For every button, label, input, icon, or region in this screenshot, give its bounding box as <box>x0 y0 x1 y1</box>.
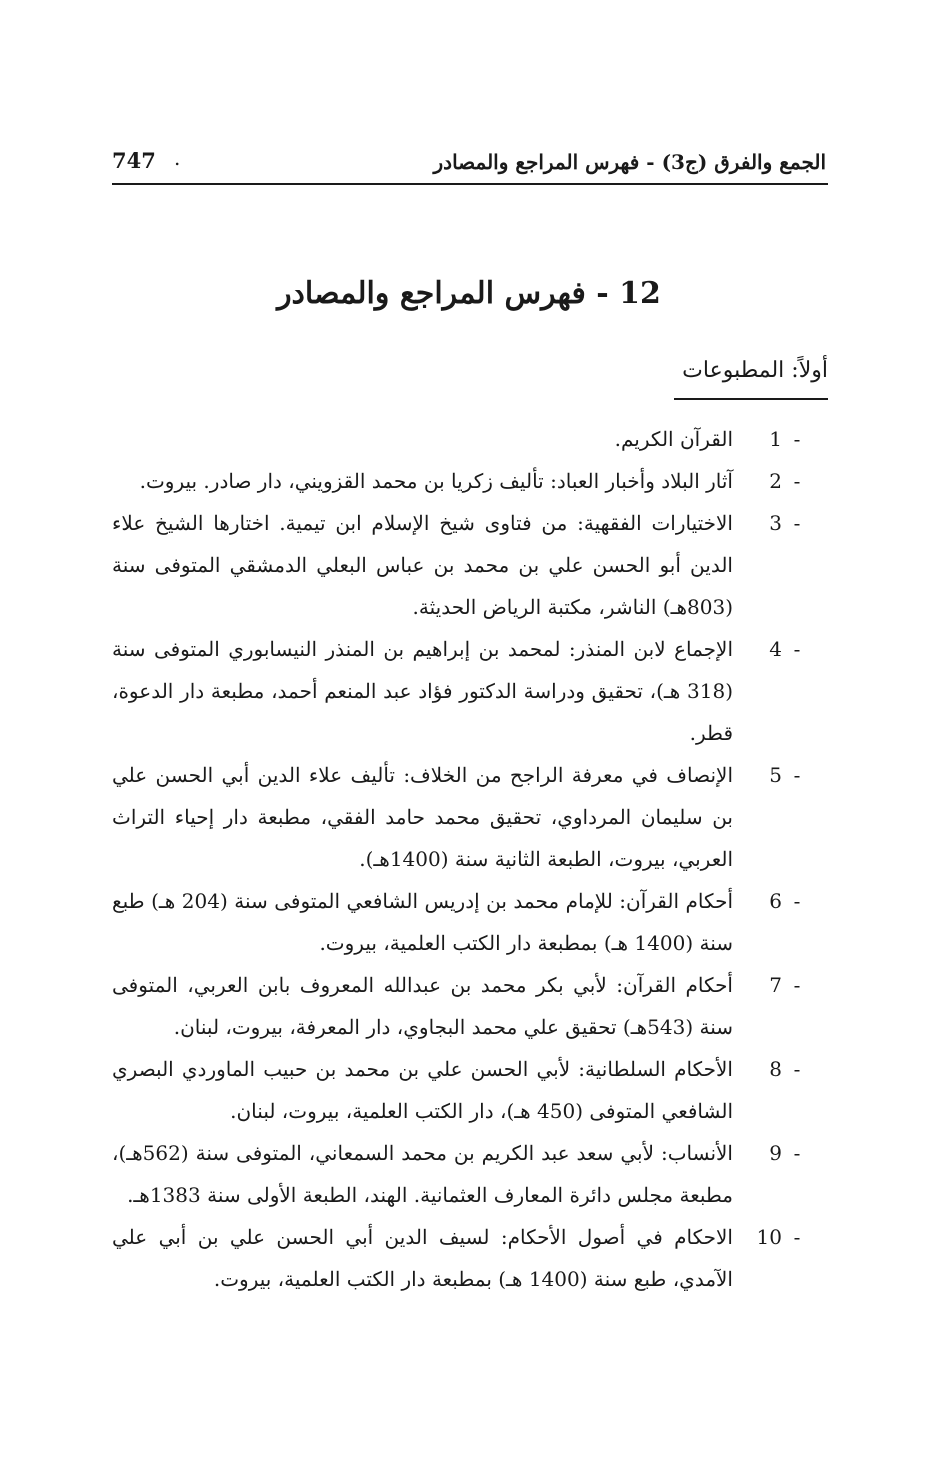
section-underline <box>674 398 828 400</box>
entry-number-value: 10 <box>756 1225 782 1249</box>
bibliography-entry <box>112 1048 828 1132</box>
bibliography-entry <box>112 964 828 1048</box>
entry-dash: - <box>793 973 801 997</box>
entry-dash: - <box>793 427 801 451</box>
entry-number-value: 4 <box>769 637 782 661</box>
entry-dash: - <box>793 889 801 913</box>
entry-number <box>738 1132 828 1174</box>
entry-number <box>738 880 828 922</box>
bibliography-entry <box>112 418 828 460</box>
running-header <box>112 142 826 182</box>
entry-dash: - <box>793 637 801 661</box>
entry-dash: - <box>793 1057 801 1081</box>
running-title: الجمع والفرق (ج3) - فهرس المراجع والمصادر <box>433 150 826 174</box>
entry-dash: - <box>793 1141 801 1165</box>
entry-number-value: 2 <box>769 469 782 493</box>
header-dot: . <box>174 146 181 170</box>
bibliography-entry <box>112 880 828 964</box>
entry-number <box>738 1048 828 1090</box>
entry-text: الاختيارات الفقهية: من فتاوى شيخ الإسلام ابن تيمية. اختارها الشيخ علاء الدين أبو الحسن علي بن محمد بن عباس البعلي الدمشقي المتوفى سنة (803هـ) الناشر، مكتبة الرياض الحديثة. <box>112 511 733 619</box>
entry-number <box>738 418 828 460</box>
entry-number-value: 5 <box>769 763 782 787</box>
entry-number-value: 8 <box>769 1057 782 1081</box>
entry-number <box>738 502 828 544</box>
entry-number-value: 7 <box>769 973 782 997</box>
entry-text: الاحكام في أصول الأحكام: لسيف الدين أبي الحسن علي بن أبي علي الآمدي، طبع سنة (1400 هـ) بمطبعة دار الكتب العلمية، بيروت. <box>112 1225 733 1291</box>
entry-dash: - <box>793 1225 801 1249</box>
section-heading: أولاً: المطبوعات <box>682 358 828 383</box>
entry-number <box>738 628 828 670</box>
header-rule <box>112 183 828 185</box>
entry-text: الإنصاف في معرفة الراجح من الخلاف: تأليف علاء الدين أبي الحسن علي بن سليمان المرداوي، تحقيق محمد حامد الفقي، مطبعة دار إحياء التراث العربي، بيروت، الطبعة الثانية سنة (1400هـ). <box>112 763 733 871</box>
page-number: 747 <box>112 148 156 173</box>
entry-number-value: 3 <box>769 511 782 535</box>
bibliography-entry <box>112 628 828 754</box>
bibliography-entry <box>112 1216 828 1300</box>
entry-text: القرآن الكريم. <box>614 427 733 451</box>
bibliography-entry <box>112 502 828 628</box>
entry-number-value: 1 <box>769 427 782 451</box>
entry-number-value: 6 <box>769 889 782 913</box>
entry-dash: - <box>793 469 801 493</box>
entry-text: الأنساب: لأبي سعد عبد الكريم بن محمد السمعاني، المتوفى سنة (562هـ)، مطبعة مجلس دائرة المعارف العثمانية. الهند، الطبعة الأولى سنة 1383هـ. <box>112 1141 733 1207</box>
entry-number <box>738 1216 828 1258</box>
entry-dash: - <box>793 763 801 787</box>
bibliography-list <box>112 418 828 1300</box>
chapter-heading: 12 - فهرس المراجع والمصادر <box>277 276 661 311</box>
entry-number <box>738 460 828 502</box>
entry-dash: - <box>793 511 801 535</box>
entry-text: الأحكام السلطانية: لأبي الحسن علي بن محمد بن حبيب الماوردي البصري الشافعي المتوفى (450 هـ)، دار الكتب العلمية، بيروت، لبنان. <box>112 1057 733 1123</box>
entry-text: أحكام القرآن: لأبي بكر محمد بن عبدالله المعروف بابن العربي، المتوفى سنة (543هـ) تحقيق علي محمد البجاوي، دار المعرفة، بيروت، لبنان. <box>112 973 733 1039</box>
bibliography-entry <box>112 754 828 880</box>
entry-text: أحكام القرآن: للإمام محمد بن إدريس الشافعي المتوفى سنة (204 هـ) طبع سنة (1400 هـ) بمطبعة دار الكتب العلمية، بيروت. <box>112 889 733 955</box>
entry-number-value: 9 <box>769 1141 782 1165</box>
entry-text: الإجماع لابن المنذر: لمحمد بن إبراهيم بن المنذر النيسابوري المتوفى سنة (318 هـ)، تحقيق ودراسة الدكتور فؤاد عبد المنعم أحمد، مطبعة دار الدعوة، قطر. <box>112 637 733 745</box>
entry-text: آثار البلاد وأخبار العباد: تأليف زكريا بن محمد القزويني، دار صادر. بيروت. <box>139 469 733 493</box>
bibliography-entry <box>112 1132 828 1216</box>
entry-number <box>738 754 828 796</box>
bibliography-entry <box>112 460 828 502</box>
entry-number <box>738 964 828 1006</box>
